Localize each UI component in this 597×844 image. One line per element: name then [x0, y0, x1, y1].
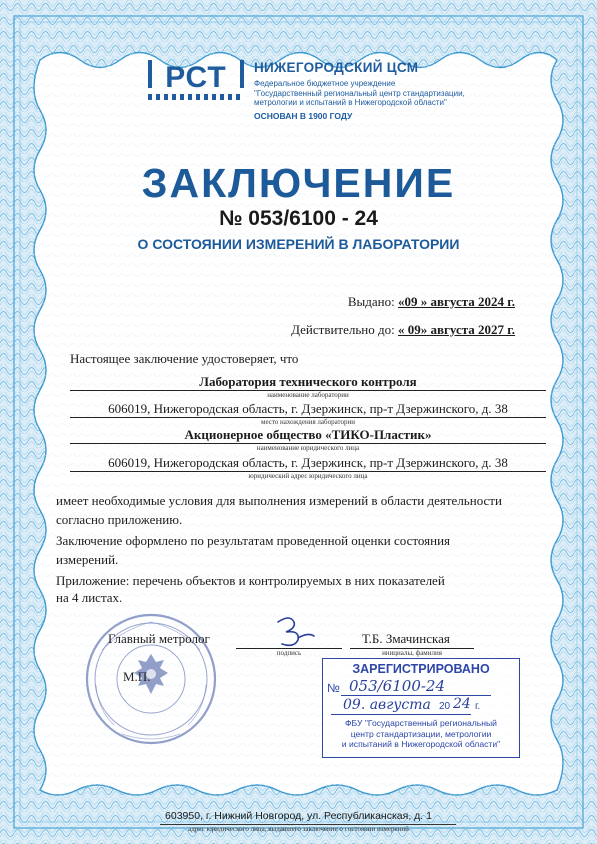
- stamp-org-line-1: ФБУ "Государственный региональный: [345, 718, 497, 728]
- stamp-date-value: 09. августа: [343, 697, 431, 713]
- based-on-line-2: измерений.: [56, 552, 119, 567]
- entity-address: 606019, Нижегородская область, г. Дзержинск, пр-т Дзержинского, д. 38: [108, 455, 508, 470]
- based-on-line-1: Заключение оформлено по результатам проведенной оценки состояния: [56, 533, 450, 548]
- signatory-role: Главный метролог: [108, 631, 210, 646]
- issued-value: «09 » августа 2024 г.: [397, 294, 515, 309]
- document-number: № 053/6100 - 24: [219, 207, 378, 230]
- valid-until-date: [291, 322, 515, 338]
- stamp-title: ЗАРЕГИСТРИРОВАНО: [352, 662, 490, 676]
- stamp-year-prefix: 20: [439, 701, 451, 712]
- name-caption: инициалы, фамилия: [382, 649, 442, 657]
- stamp-org-line-2: центр стандартизации, метрологии: [350, 728, 492, 739]
- founded-year: ОСНОВАН В 1900 ГОДУ: [254, 111, 353, 121]
- appendix-line-1: Приложение: перечень объектов и контролируемых в них показателей: [56, 573, 445, 588]
- valid-value: « 09» августа 2027 г.: [397, 322, 515, 337]
- org-desc-line-2: "Государственный региональный центр стандартизации,: [254, 88, 465, 98]
- stamp-number-label: №: [327, 681, 340, 695]
- org-name: НИЖЕГОРОДСКИЙ ЦСМ: [254, 60, 419, 75]
- intro-text: Настоящее заключение удостоверяет, что: [70, 351, 299, 366]
- entity-name: Акционерное общество «ТИКО-Пластик»: [184, 427, 432, 442]
- org-desc-line-3: метрологии и испытаний в Нижегородской области": [254, 98, 447, 107]
- svg-text:РСТ: РСТ: [165, 61, 227, 94]
- conditions-line-2: согласно приложению.: [56, 512, 183, 527]
- appendix-paragraph: [56, 572, 556, 606]
- lab-address: 606019, Нижегородская область, г. Дзержинск, пр-т Дзержинского, д. 38: [108, 401, 508, 416]
- lab-name: Лаборатория технического контроля: [199, 374, 417, 389]
- footer-address: 603950, г. Нижний Новгород, ул. Республиканская, д. 1: [165, 810, 432, 822]
- seal-label: М.П.: [123, 669, 151, 684]
- appendix-line-2: на 4 листах.: [56, 590, 123, 605]
- conditions-paragraph: [56, 491, 556, 529]
- lab-name-caption: наименование лаборатории: [267, 391, 349, 399]
- valid-label: Действительно до:: [291, 322, 395, 337]
- stamp-org-line-3: и испытаний в Нижегородской области": [341, 739, 501, 749]
- conditions-line-1: имеет необходимые условия для выполнения измерений в области деятельности: [56, 493, 502, 508]
- signatory-name: Т.Б. Змачинская: [362, 631, 450, 646]
- stamp-year-suffix: г.: [475, 701, 481, 712]
- stamp-date-underline: [331, 714, 471, 715]
- document-title: ЗАКЛЮЧЕНИЕ: [141, 160, 456, 206]
- signature-caption: подпись: [276, 649, 302, 657]
- rst-logo-icon: [148, 58, 246, 106]
- lab-address-caption: место нахождения лаборатории: [261, 418, 355, 426]
- stamp-org: [323, 718, 519, 750]
- rst-logo: [148, 58, 246, 106]
- stamp-year-value: 24: [453, 696, 471, 712]
- document-subtitle: О СОСТОЯНИИ ИЗМЕРЕНИЙ В ЛАБОРАТОРИИ: [137, 236, 460, 252]
- based-on-paragraph: [56, 531, 556, 569]
- issued-label: Выдано:: [347, 294, 395, 309]
- entity-name-caption: наименование юридического лица: [256, 444, 360, 452]
- org-desc-line-1: Федеральное бюджетное учреждение: [254, 79, 396, 88]
- org-description: [254, 79, 465, 108]
- issued-date: [348, 294, 515, 310]
- handwritten-signature: [268, 614, 322, 652]
- stamp-number-value: 053/6100-24: [349, 677, 446, 695]
- footer-caption: адрес юридического лица, выдавшего заключение о состоянии измерений: [188, 825, 409, 833]
- registration-stamp: [322, 658, 520, 758]
- entity-address-caption: юридический адрес юридического лица: [248, 472, 368, 480]
